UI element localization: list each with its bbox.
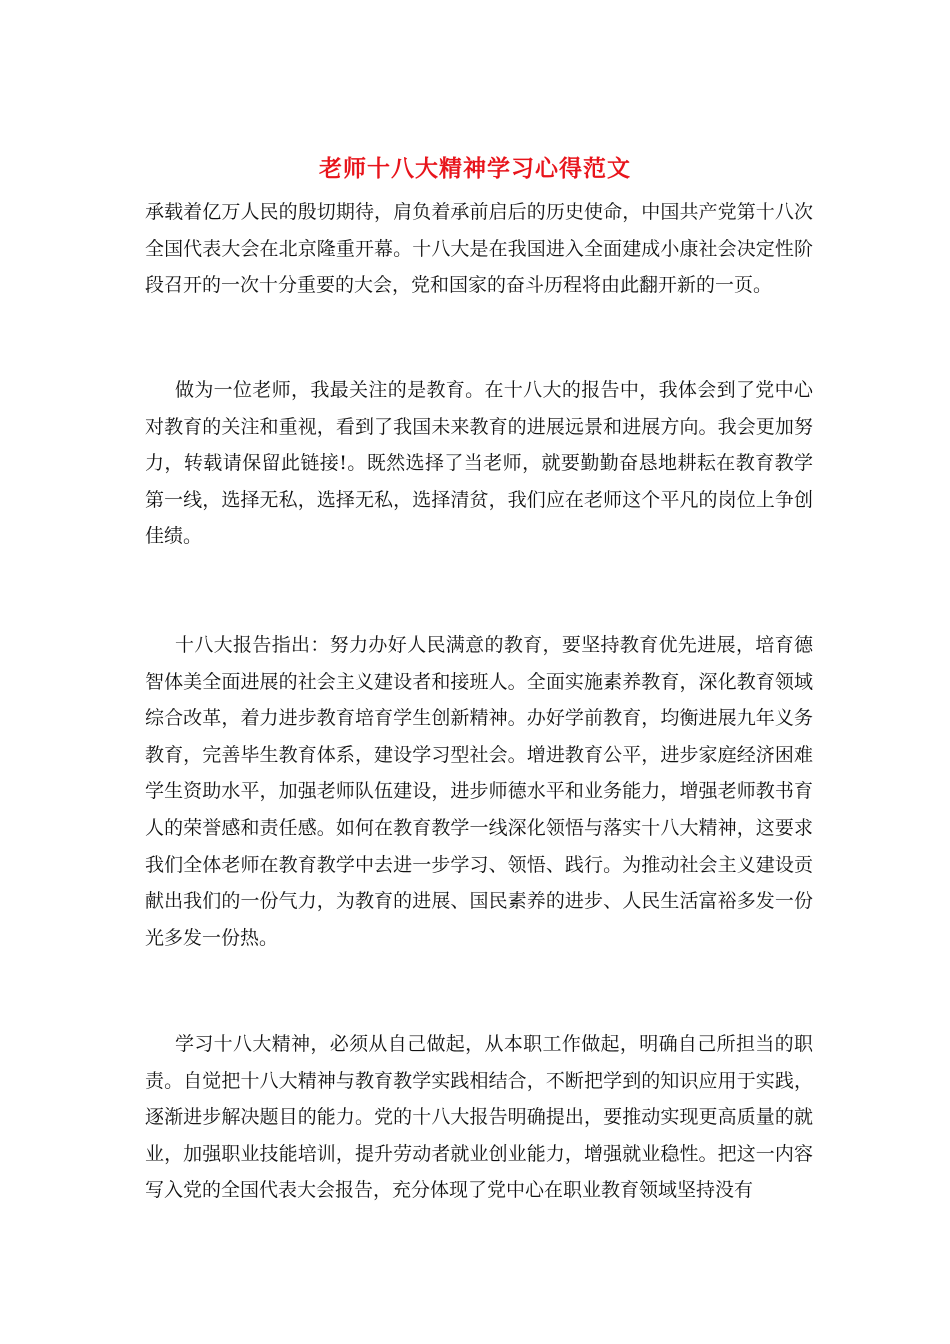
document-title: 老师十八大精神学习心得范文 xyxy=(319,155,631,182)
paragraph-4: 学习十八大精神，必须从自己做起，从本职工作做起，明确自己所担当的职责。自觉把十八大精神与教育教学实践相结合，不断把学到的知识应用于实践，逐渐进步解决题目的能力。党的十八大报告明确提出，要推动实现更高质量的就业，加强职业技能培训，提升劳动者就业创业能力，增强就业稳性。把这一内容写入党的全国代表大会报告，充分体现了党中心在职业教育领域坚持没有 xyxy=(145,1033,813,1202)
paragraph-3: 十八大报告指出：努力办好人民满意的教育，要坚持教育优先进展，培育德智体美全面进展的社会主义建设者和接班人。全面实施素养教育，深化教育领域综合改革，着力进步教育培育学生创新精神。办好学前教育，均衡进展九年义务教育，完善毕生教育体系，建设学习型社会。增进教育公平，进步家庭经济困难学生资助水平，加强老师队伍建设，进步师德水平和业务能力，增强老师教书育人的荣誉感和责任感。如何在教育教学一线深化领悟与落实十八大精神，这要求我们全体老师在教育教学中去进一步学习、领悟、践行。为推动社会主义建设贡献出我们的一份气力，为教育的进展、国民素养的进步、人民生活富裕多发一份光多发一份热。 xyxy=(145,634,813,949)
paragraph-2: 做为一位老师，我最关注的是教育。在十八大的报告中，我体会到了党中心对教育的关注和重视，看到了我国未来教育的进展远景和进展方向。我会更加努力，转载请保留此链接!。既然选择了当老师，就要勤勤奋恳地耕耘在教育教学第一线，选择无私，选择无私，选择清贫，我们应在老师这个平凡的岗位上争创佳绩。 xyxy=(145,379,813,548)
paragraph-1: 承载着亿万人民的殷切期待，肩负着承前启后的历史使命，中国共产党第十八次全国代表大会在北京隆重开幕。十八大是在我国进入全面建成小康社会决定性阶段召开的一次十分重要的大会，党和国家的奋斗历程将由此翻开新的一页。 xyxy=(145,201,813,297)
